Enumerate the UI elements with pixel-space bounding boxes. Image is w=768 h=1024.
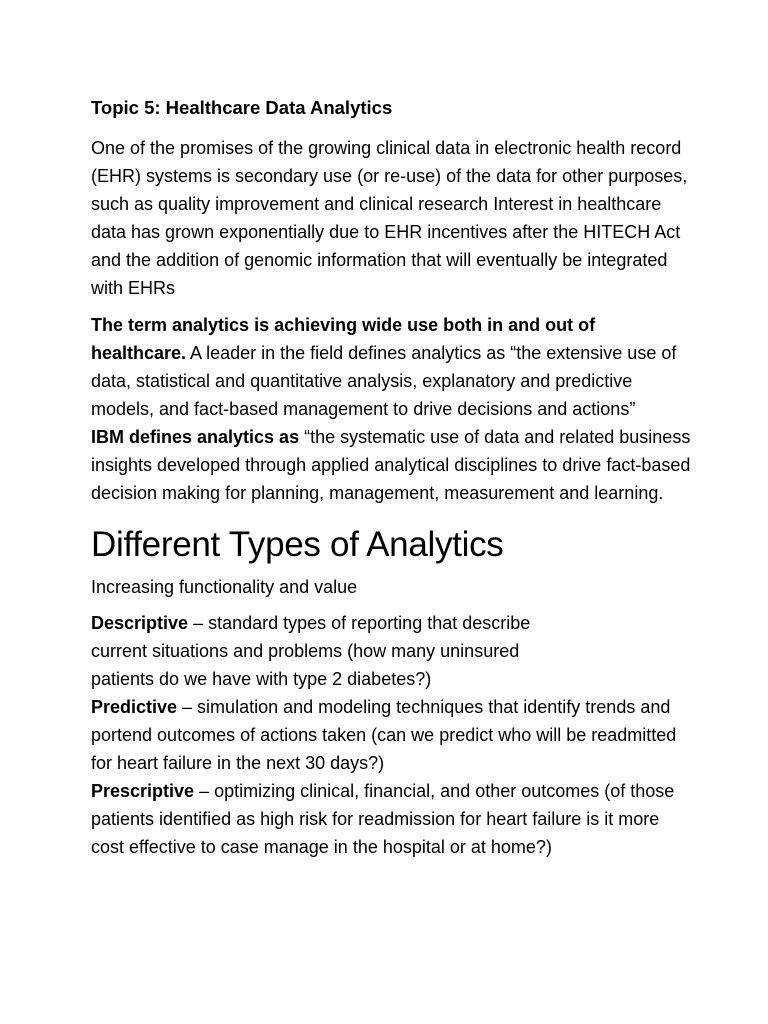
- type-description: – optimizing clinical, financial, and other outcomes (of those patients identified as high risk for readmission for heart failure is it more cost effective to case manage in the hospital or at home?): [91, 781, 675, 857]
- type-name: Descriptive: [91, 613, 189, 633]
- type-prescriptive: [91, 777, 691, 861]
- type-descriptive: [91, 609, 561, 693]
- document-page: [91, 94, 691, 861]
- section-heading: Different Types of Analytics: [91, 525, 504, 564]
- type-name: Predictive: [91, 697, 178, 717]
- type-predictive: [91, 693, 691, 777]
- type-description: – simulation and modeling techniques that identify trends and portend outcomes of actions taken (can we predict who will be readmitted for heart failure in the next 30 days?): [91, 697, 677, 773]
- analytics-term-paragraph: [91, 311, 691, 423]
- type-description: – standard types of reporting that describe current situations and problems (how many uninsured patients do we have with type 2 diabetes?): [91, 613, 531, 689]
- intro-paragraph: One of the promises of the growing clinical data in electronic health record (EHR) systems is secondary use (or re-use) of the data for other purposes, such as quality improvement and clinical research Interest in healthcare data has grown exponentially due to EHR incentives after the HITECH Act and the addition of genomic information that will eventually be integrated with EHRs: [91, 138, 688, 298]
- page-title: Topic 5: Healthcare Data Analytics: [91, 97, 393, 118]
- ibm-definition-paragraph: [91, 423, 691, 507]
- ibm-definition-lead: IBM defines analytics as: [91, 427, 300, 447]
- analytics-term-body: A leader in the field defines analytics as “the extensive use of data, statistical and quantitative analysis, explanatory and predictive models, and fact-based management to drive decisions and actions”: [91, 343, 677, 419]
- type-name: Prescriptive: [91, 781, 195, 801]
- section-subheading: Increasing functionality and value: [91, 577, 358, 597]
- analytics-term-lead: The term analytics is achieving wide use both in and out of healthcare.: [91, 315, 596, 363]
- ibm-definition-body: “the systematic use of data and related business insights developed through applied analytical disciplines to drive fact-based decision making for planning, management, measurement and learning.: [91, 427, 691, 503]
